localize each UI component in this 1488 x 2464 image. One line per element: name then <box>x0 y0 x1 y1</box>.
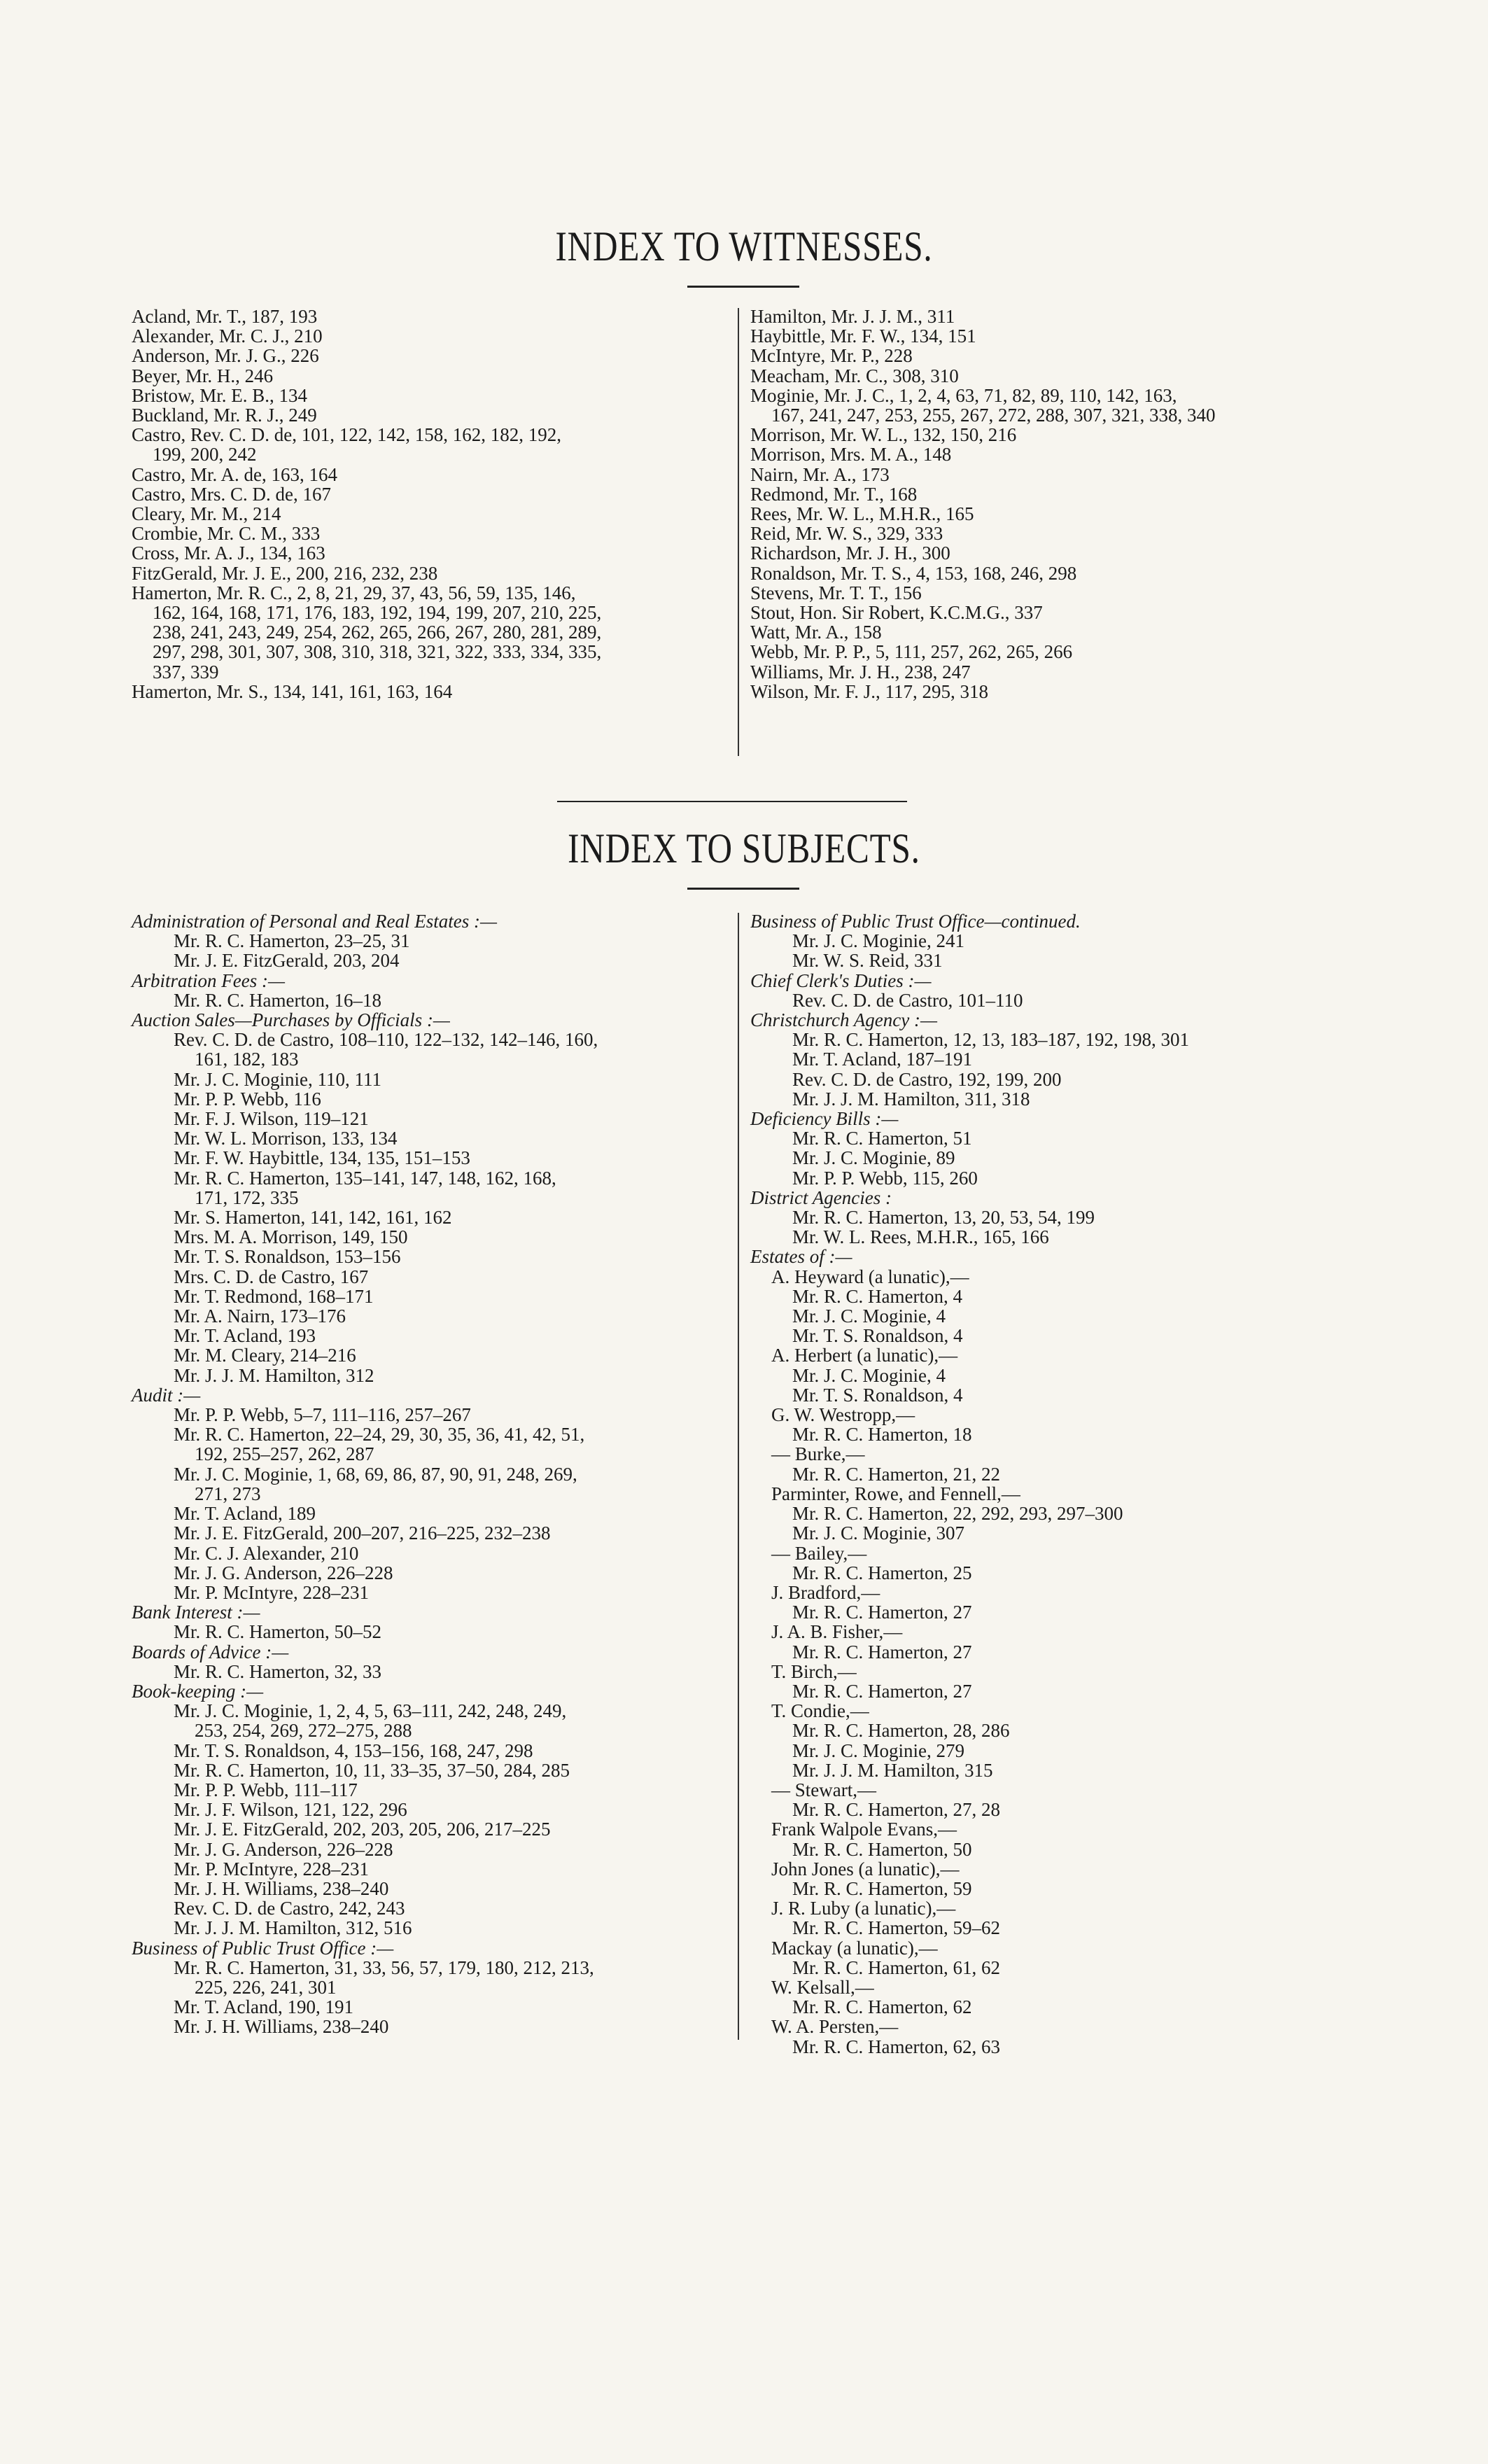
index-entry: Mr. J. C. Moginie, 279 <box>792 1740 965 1761</box>
index-entry: Mr. J. H. Williams, 238–240 <box>174 2016 389 2038</box>
index-entry: Mr. P. P. Webb, 116 <box>174 1088 321 1110</box>
index-entry: Mr. T. Acland, 193 <box>174 1325 316 1347</box>
index-entry: Mr. R. C. Hamerton, 27 <box>792 1602 972 1623</box>
index-entry: Mr. R. C. Hamerton, 62, 63 <box>792 2036 1000 2057</box>
index-entry: Redmond, Mr. T., 168 <box>750 483 918 505</box>
index-entry: Mrs. M. A. Morrison, 149, 150 <box>174 1226 408 1248</box>
index-entry: Mr. J. C. Moginie, 241 <box>792 930 965 952</box>
index-entry: Castro, Mr. A. de, 163, 164 <box>132 463 337 485</box>
index-entry: Rees, Mr. W. L., M.H.R., 165 <box>750 503 974 525</box>
index-entry: Mr. R. C. Hamerton, 27, 28 <box>792 1799 1000 1821</box>
index-entry: Mr. W. S. Reid, 331 <box>792 950 943 972</box>
index-entry: Buckland, Mr. R. J., 249 <box>132 405 317 426</box>
index-entry: Ronaldson, Mr. T. S., 4, 153, 168, 246, 298 <box>750 562 1077 584</box>
index-entry: T. Birch,— <box>771 1660 857 1682</box>
index-entry: Mr. R. C. Hamerton, 27 <box>792 1680 972 1702</box>
index-entry: Crombie, Mr. C. M., 333 <box>132 523 321 545</box>
index-subject-heading: Christchurch Agency :— <box>750 1009 937 1031</box>
index-entry: Mr. R. C. Hamerton, 28, 286 <box>792 1720 1010 1742</box>
index-subject-heading: Business of Public Trust Office—continued. <box>750 911 1081 932</box>
witnesses-column-divider <box>738 308 739 756</box>
index-entry: Mr. J. G. Anderson, 226–228 <box>174 1838 393 1860</box>
index-subject-heading: Business of Public Trust Office :— <box>132 1937 394 1959</box>
index-entry: Wilson, Mr. F. J., 117, 295, 318 <box>750 680 989 702</box>
index-entry: Mr. J. E. FitzGerald, 202, 203, 205, 206, 217–225 <box>174 1819 551 1840</box>
index-subject-heading: Estates of :— <box>750 1246 852 1268</box>
index-entry: Mr. R. C. Hamerton, 32, 33 <box>174 1660 381 1682</box>
index-subject-heading: District Agencies : <box>750 1186 892 1208</box>
index-entry: Mr. M. Cleary, 214–216 <box>174 1345 356 1366</box>
index-entry: A. Herbert (a lunatic),— <box>771 1345 958 1366</box>
subjects-heading-rule <box>687 888 799 890</box>
index-entry: Mr. J. C. Moginie, 1, 68, 69, 86, 87, 90, 91, 248, 269, <box>174 1463 577 1485</box>
index-entry: Moginie, Mr. J. C., 1, 2, 4, 63, 71, 82, 89, 110, 142, 163, <box>750 384 1177 406</box>
index-entry: Hamerton, Mr. R. C., 2, 8, 21, 29, 37, 43, 56, 59, 135, 146, <box>132 582 576 603</box>
index-entry: 238, 241, 243, 249, 254, 262, 265, 266, 267, 280, 281, 289, <box>153 622 602 643</box>
index-entry: Mr. P. McIntyre, 228–231 <box>174 1581 369 1603</box>
index-entry: Morrison, Mr. W. L., 132, 150, 216 <box>750 424 1017 446</box>
index-entry: J. A. B. Fisher,— <box>771 1621 903 1643</box>
index-entry: Mr. J. J. M. Hamilton, 312, 516 <box>174 1917 412 1939</box>
index-subject-heading: Boards of Advice :— <box>132 1641 289 1662</box>
index-entry: 297, 298, 301, 307, 308, 310, 318, 321, 322, 333, 334, 335, <box>153 641 602 663</box>
index-entry: Mr. T. S. Ronaldson, 4, 153–156, 168, 247, 298 <box>174 1740 533 1761</box>
index-entry: Mr. J. C. Moginie, 89 <box>792 1147 955 1169</box>
index-entry: Mr. R. C. Hamerton, 59 <box>792 1877 972 1899</box>
index-entry: W. Kelsall,— <box>771 1976 874 1998</box>
index-entry: — Stewart,— <box>771 1779 876 1800</box>
index-entry: 337, 339 <box>153 661 219 682</box>
index-entry: Williams, Mr. J. H., 238, 247 <box>750 661 971 682</box>
index-entry: Morrison, Mrs. M. A., 148 <box>750 444 952 465</box>
index-entry: Mr. P. McIntyre, 228–231 <box>174 1858 369 1879</box>
index-entry: Mr. R. C. Hamerton, 25 <box>792 1562 972 1583</box>
index-entry: Mr. R. C. Hamerton, 135–141, 147, 148, 162, 168, <box>174 1167 556 1189</box>
index-entry: Mr. R. C. Hamerton, 10, 11, 33–35, 37–50, 284, 285 <box>174 1759 570 1781</box>
index-entry: Mr. T. Acland, 189 <box>174 1503 316 1525</box>
index-entry: Mr. T. S. Ronaldson, 4 <box>792 1384 963 1406</box>
index-entry: Mr. R. C. Hamerton, 18 <box>792 1424 972 1446</box>
index-entry: Mr. J. J. M. Hamilton, 315 <box>792 1759 993 1781</box>
index-entry: Reid, Mr. W. S., 329, 333 <box>750 523 943 545</box>
index-entry: Acland, Mr. T., 187, 193 <box>132 306 318 327</box>
index-entry: Cleary, Mr. M., 214 <box>132 503 281 525</box>
index-subject-heading: Auction Sales—Purchases by Officials :— <box>132 1009 450 1031</box>
index-entry: Anderson, Mr. J. G., 226 <box>132 345 319 367</box>
subjects-column-divider <box>738 913 739 2040</box>
index-entry: Bristow, Mr. E. B., 134 <box>132 384 308 406</box>
index-entry: Mr. J. E. FitzGerald, 203, 204 <box>174 950 400 972</box>
subjects-right-column <box>750 911 1189 2057</box>
index-entry: Castro, Mrs. C. D. de, 167 <box>132 483 331 505</box>
index-entry: Mr. F. W. Haybittle, 134, 135, 151–153 <box>174 1147 470 1169</box>
index-entry: Cross, Mr. A. J., 134, 163 <box>132 542 325 564</box>
index-entry: Rev. C. D. de Castro, 192, 199, 200 <box>792 1068 1062 1090</box>
index-entry: T. Condie,— <box>771 1700 869 1722</box>
index-subject-heading: Chief Clerk's Duties :— <box>750 969 932 991</box>
index-entry: Mr. R. C. Hamerton, 22, 292, 293, 297–300 <box>792 1503 1123 1525</box>
index-entry: 253, 254, 269, 272–275, 288 <box>195 1720 412 1742</box>
index-entry: Mr. R. C. Hamerton, 21, 22 <box>792 1463 1000 1485</box>
index-entry: Mr. W. L. Morrison, 133, 134 <box>174 1128 398 1149</box>
index-entry: Castro, Rev. C. D. de, 101, 122, 142, 158, 162, 182, 192, <box>132 424 561 446</box>
index-entry: Meacham, Mr. C., 308, 310 <box>750 365 959 386</box>
witnesses-heading-rule <box>687 286 799 288</box>
index-entry: Stout, Hon. Sir Robert, K.C.M.G., 337 <box>750 602 1043 624</box>
index-entry: Mr. R. C. Hamerton, 12, 13, 183–187, 192, 198, 301 <box>792 1029 1189 1051</box>
index-entry: Mr. R. C. Hamerton, 51 <box>792 1128 972 1149</box>
index-entry: Mr. R. C. Hamerton, 13, 20, 53, 54, 199 <box>792 1207 1095 1228</box>
index-entry: Mr. T. Redmond, 168–171 <box>174 1285 374 1307</box>
index-entry: 271, 273 <box>195 1483 261 1504</box>
index-entry: Mr. J. C. Moginie, 4 <box>792 1364 946 1386</box>
index-entry: Mr. J. C. Moginie, 1, 2, 4, 5, 63–111, 242, 248, 249, <box>174 1700 567 1722</box>
index-entry: Mr. R. C. Hamerton, 27 <box>792 1641 972 1662</box>
index-entry: Mr. J. F. Wilson, 121, 122, 296 <box>174 1799 407 1821</box>
witnesses-right-column <box>750 307 1216 701</box>
index-entry: Mr. P. P. Webb, 115, 260 <box>792 1167 978 1189</box>
index-entry: Mr. R. C. Hamerton, 4 <box>792 1285 962 1307</box>
index-entry: 162, 164, 168, 171, 176, 183, 192, 194, 199, 207, 210, 225, <box>153 602 602 624</box>
index-entry: 225, 226, 241, 301 <box>195 1976 337 1998</box>
index-entry: A. Heyward (a lunatic),— <box>771 1266 969 1287</box>
index-entry: Mrs. C. D. de Castro, 167 <box>174 1266 369 1287</box>
index-entry: Rev. C. D. de Castro, 242, 243 <box>174 1898 405 1919</box>
index-subject-heading: Arbitration Fees :— <box>132 969 285 991</box>
index-entry: Mr. P. P. Webb, 5–7, 111–116, 257–267 <box>174 1404 471 1426</box>
index-entry: Mr. R. C. Hamerton, 59–62 <box>792 1917 1000 1939</box>
index-entry: Mr. J. E. FitzGerald, 200–207, 216–225, 232–238 <box>174 1522 551 1544</box>
index-entry: Mr. T. S. Ronaldson, 153–156 <box>174 1246 401 1268</box>
index-entry: W. A. Persten,— <box>771 2016 899 2038</box>
index-entry: Mr. C. J. Alexander, 210 <box>174 1542 359 1564</box>
index-entry: Parminter, Rowe, and Fennell,— <box>771 1483 1020 1504</box>
index-entry: Hamilton, Mr. J. J. M., 311 <box>750 306 955 327</box>
index-entry: Mr. R. C. Hamerton, 50 <box>792 1838 972 1860</box>
index-entry: Mr. F. J. Wilson, 119–121 <box>174 1108 369 1130</box>
index-entry: Hamerton, Mr. S., 134, 141, 161, 163, 164 <box>132 680 453 702</box>
index-subject-heading: Bank Interest :— <box>132 1602 260 1623</box>
index-entry: Mr. J. H. Williams, 238–240 <box>174 1877 389 1899</box>
index-entry: — Bailey,— <box>771 1542 867 1564</box>
index-entry: Mr. R. C. Hamerton, 31, 33, 56, 57, 179, 180, 212, 213, <box>174 1956 594 1978</box>
index-entry: J. Bradford,— <box>771 1581 880 1603</box>
index-entry: Mackay (a lunatic),— <box>771 1937 938 1959</box>
index-entry: Mr. P. P. Webb, 111–117 <box>174 1779 358 1800</box>
index-entry: Stevens, Mr. T. T., 156 <box>750 582 922 603</box>
subjects-heading: INDEX TO SUBJECTS. <box>568 825 920 872</box>
index-entry: Mr. R. C. Hamerton, 50–52 <box>174 1621 381 1643</box>
index-entry: Mr. J. C. Moginie, 4 <box>792 1306 946 1327</box>
index-entry: Mr. R. C. Hamerton, 16–18 <box>174 989 381 1011</box>
index-entry: John Jones (a lunatic),— <box>771 1858 960 1879</box>
index-entry: Mr. A. Nairn, 173–176 <box>174 1306 346 1327</box>
index-entry: Mr. T. Acland, 190, 191 <box>174 1996 353 2018</box>
index-entry: Haybittle, Mr. F. W., 134, 151 <box>750 326 976 347</box>
witnesses-left-column <box>132 307 601 701</box>
index-entry: 161, 182, 183 <box>195 1049 299 1070</box>
index-entry: 199, 200, 242 <box>153 444 257 465</box>
index-entry: 171, 172, 335 <box>195 1186 299 1208</box>
index-subject-heading: Audit :— <box>132 1384 201 1406</box>
subjects-left-column <box>132 911 598 2037</box>
index-entry: Mr. R. C. Hamerton, 62 <box>792 1996 972 2018</box>
index-entry: FitzGerald, Mr. J. E., 200, 216, 232, 238 <box>132 562 438 584</box>
index-subject-heading: Administration of Personal and Real Estates :— <box>132 911 497 932</box>
index-entry: Beyer, Mr. H., 246 <box>132 365 274 386</box>
index-entry: Webb, Mr. P. P., 5, 111, 257, 262, 265, 266 <box>750 641 1073 663</box>
index-entry: G. W. Westropp,— <box>771 1404 915 1426</box>
index-subject-heading: Deficiency Bills :— <box>750 1108 899 1130</box>
index-entry: Mr. W. L. Rees, M.H.R., 165, 166 <box>792 1226 1049 1248</box>
index-entry: Frank Walpole Evans,— <box>771 1819 957 1840</box>
index-entry: Rev. C. D. de Castro, 108–110, 122–132, 142–146, 160, <box>174 1029 598 1051</box>
index-entry: — Burke,— <box>771 1443 865 1465</box>
index-entry: Mr. T. S. Ronaldson, 4 <box>792 1325 963 1347</box>
index-entry: Mr. R. C. Hamerton, 61, 62 <box>792 1956 1000 1978</box>
index-entry: Mr. T. Acland, 187–191 <box>792 1049 972 1070</box>
index-entry: McIntyre, Mr. P., 228 <box>750 345 913 367</box>
index-subject-heading: Book-keeping :— <box>132 1680 264 1702</box>
index-entry: 167, 241, 247, 253, 255, 267, 272, 288, 307, 321, 338, 340 <box>771 405 1216 426</box>
index-entry: Mr. J. J. M. Hamilton, 312 <box>174 1364 374 1386</box>
index-entry: Nairn, Mr. A., 173 <box>750 463 890 485</box>
index-entry: Mr. S. Hamerton, 141, 142, 161, 162 <box>174 1207 452 1228</box>
index-entry: Mr. J. G. Anderson, 226–228 <box>174 1562 393 1583</box>
section-separator-rule <box>557 801 907 802</box>
index-entry: Mr. R. C. Hamerton, 22–24, 29, 30, 35, 36, 41, 42, 51, <box>174 1424 585 1446</box>
index-entry: Rev. C. D. de Castro, 101–110 <box>792 989 1023 1011</box>
index-entry: Mr. R. C. Hamerton, 23–25, 31 <box>174 930 410 952</box>
index-entry: Mr. J. C. Moginie, 307 <box>792 1522 965 1544</box>
index-entry: 192, 255–257, 262, 287 <box>195 1443 374 1465</box>
index-entry: Watt, Mr. A., 158 <box>750 622 882 643</box>
index-entry: J. R. Luby (a lunatic),— <box>771 1898 956 1919</box>
witnesses-heading: INDEX TO WITNESSES. <box>555 223 933 270</box>
index-entry: Richardson, Mr. J. H., 300 <box>750 542 950 564</box>
index-entry: Alexander, Mr. C. J., 210 <box>132 326 323 347</box>
index-entry: Mr. J. C. Moginie, 110, 111 <box>174 1068 382 1090</box>
index-entry: Mr. J. J. M. Hamilton, 311, 318 <box>792 1088 1030 1110</box>
